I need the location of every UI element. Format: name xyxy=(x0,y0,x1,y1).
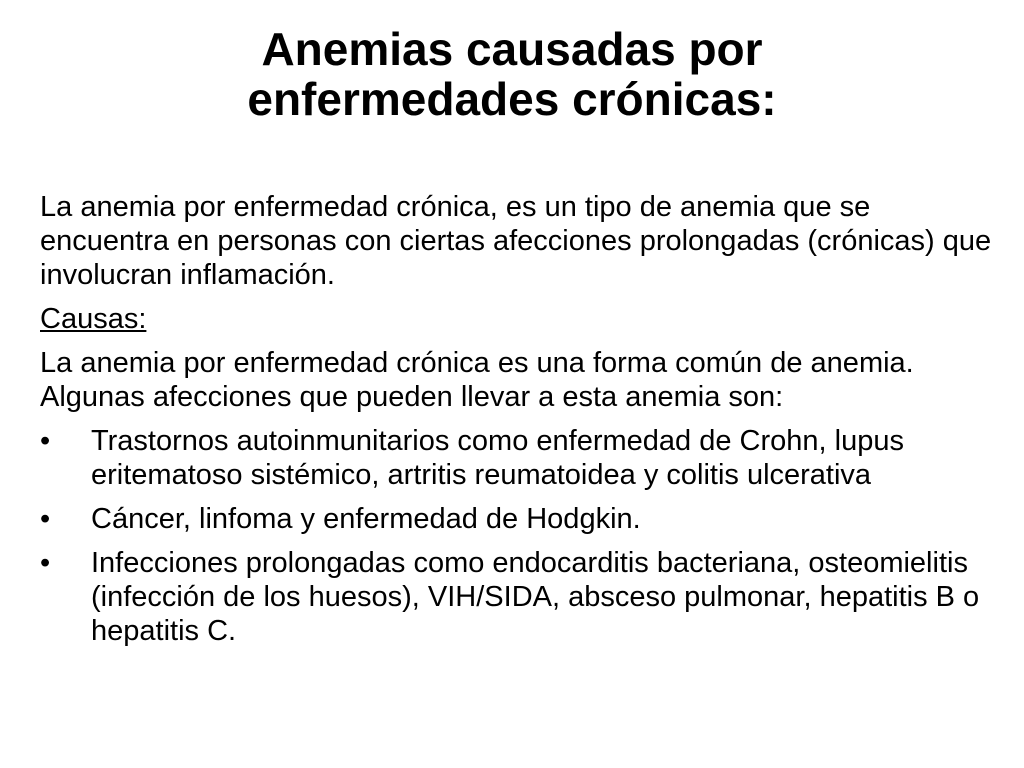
list-item-text: Infecciones prolongadas como endocarditis bacteriana, osteomielitis (infección de los huesos), VIH/SIDA, absceso pulmonar, hepatitis B o hepatitis C. xyxy=(91,547,980,647)
list-item xyxy=(40,424,1000,492)
causes-paragraph: La anemia por enfermedad crónica es una forma común de anemia. Algunas afecciones que pueden llevar a esta anemia son: xyxy=(40,347,914,413)
slide-body xyxy=(40,190,1000,658)
intro-paragraph: La anemia por enfermedad crónica, es un tipo de anemia que se encuentra en personas con ciertas afecciones prolongadas (crónicas) que involucran inflamación. xyxy=(40,191,992,291)
bullet-icon: • xyxy=(40,547,51,579)
list-item-text: Trastornos autoinmunitarios como enfermedad de Crohn, lupus eritematoso sistémico, artritis reumatoidea y colitis ulcerativa xyxy=(91,425,904,491)
slide-title-line-2: enfermedades crónicas: xyxy=(247,73,777,125)
causes-heading: Causas: xyxy=(40,303,147,335)
bullet-icon: • xyxy=(40,503,51,535)
list-item xyxy=(40,502,1000,536)
causes-bullet-list xyxy=(40,424,1000,648)
slide-title-line-1: Anemias causadas por xyxy=(261,23,763,75)
list-item-text: Cáncer, linfoma y enfermedad de Hodgkin. xyxy=(91,503,641,535)
list-item xyxy=(40,546,1000,648)
bullet-icon: • xyxy=(40,425,51,457)
slide-title xyxy=(0,24,1024,124)
